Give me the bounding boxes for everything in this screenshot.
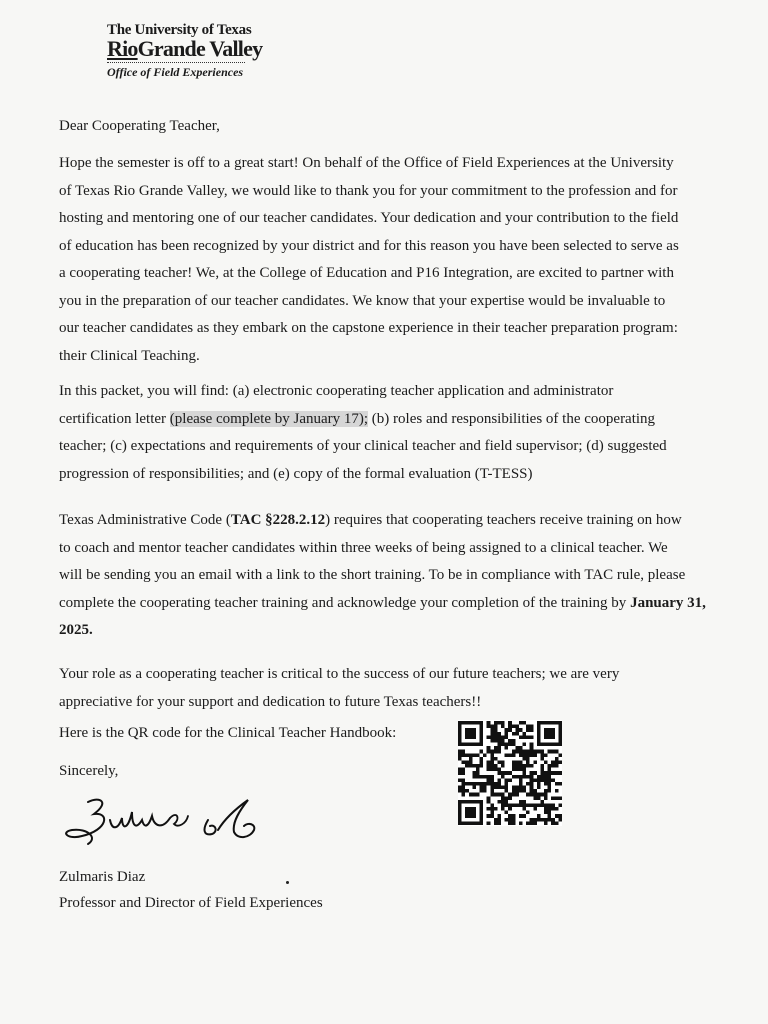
qr-caption: Here is the QR code for the Clinical Teacher Handbook: xyxy=(59,725,397,741)
paragraph-tac xyxy=(59,507,729,645)
logo-divider xyxy=(107,62,245,63)
paragraph-line: hosting and mentoring one of our teacher candidates. Your dedication and your contribution to the field xyxy=(59,210,679,226)
paragraph-line: teacher; (c) expectations and requirements of your clinical teacher and field supervisor; (d) suggested xyxy=(59,438,667,454)
paragraph-line: our teacher candidates as they embark on the capstone experience in their teacher preparation program: xyxy=(59,320,678,336)
paragraph-line: Hope the semester is off to a great start! On behalf of the Office of Field Experiences at the University xyxy=(59,155,674,171)
deadline-year: 2025. xyxy=(59,622,93,638)
line-text: certification letter xyxy=(59,410,170,427)
line-text: Texas Administrative Code ( xyxy=(59,512,231,528)
paragraph-line: to coach and mentor teacher candidates within three weeks of being assigned to a clinical teacher. We xyxy=(59,539,668,556)
line-text: complete the cooperating teacher training and acknowledge your completion of the training by xyxy=(59,594,631,611)
paragraph-line: appreciative for your support and dedication to future Texas teachers!! xyxy=(59,694,482,710)
tac-code: TAC §228.2.12 xyxy=(230,512,326,528)
paragraph-line: progression of responsibilities; and (e) copy of the formal evaluation (T-TESS) xyxy=(59,465,533,482)
paragraph-line xyxy=(59,617,729,645)
paragraph-packet xyxy=(59,378,729,488)
paragraph-line xyxy=(59,507,729,535)
paragraph-line: will be sending you an email with a link to the short training. To be in compliance with TAC rule, please xyxy=(59,567,686,583)
university-logo xyxy=(107,22,297,80)
paragraph-line: of Texas Rio Grande Valley, we would like to thank you for your commitment to the profession and for xyxy=(59,182,678,199)
paragraph-line: In this packet, you will find: (a) electronic cooperating teacher application and administrator xyxy=(59,383,614,399)
highlighted-deadline: (please complete by January 17); xyxy=(169,410,369,427)
salutation: Dear Cooperating Teacher, xyxy=(59,118,220,134)
signer-title: Professor and Director of Field Experiences xyxy=(59,895,323,911)
closing: Sincerely, xyxy=(59,763,119,779)
signer-name: Zulmaris Diaz xyxy=(59,869,146,885)
line-text: (b) roles and responsibilities of the cooperating xyxy=(368,410,656,427)
line-text: ) requires that cooperating teachers receive training on how xyxy=(325,512,682,528)
paragraph-appreciation xyxy=(59,660,729,716)
paragraph-intro xyxy=(59,150,729,370)
paragraph-line: Your role as a cooperating teacher is critical to the success of our future teachers; we are very xyxy=(59,666,620,682)
deadline-date: January 31, xyxy=(630,594,706,611)
logo-rio: Rio xyxy=(107,36,138,61)
paragraph-line: a cooperating teacher! We, at the College of Education and P16 Integration, are excited to partner with xyxy=(59,265,674,281)
paragraph-line xyxy=(59,406,729,434)
logo-campus xyxy=(107,38,297,60)
handwritten-signature xyxy=(58,790,278,852)
logo-office: Office of Field Experiences xyxy=(107,65,244,79)
paragraph-line: of education has been recognized by your district and for this reason you have been selected to serve as xyxy=(59,237,679,254)
paragraph-line: their Clinical Teaching. xyxy=(59,347,200,364)
qr-code-icon[interactable] xyxy=(458,720,562,826)
logo-university: The University of Texas xyxy=(107,22,252,38)
paragraph-line xyxy=(59,590,729,618)
paragraph-line: you in the preparation of our teacher candidates. We know that your expertise would be invaluable to xyxy=(59,292,666,309)
logo-grande-valley: Grande Valley xyxy=(137,36,263,61)
